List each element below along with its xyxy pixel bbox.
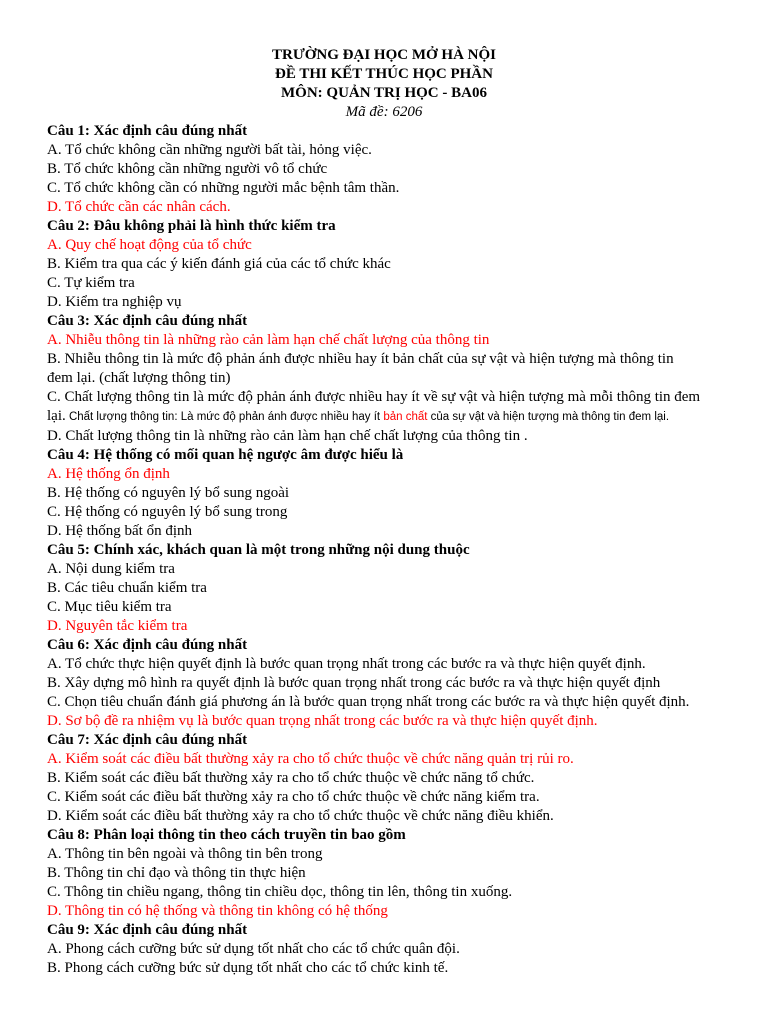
answer-text: đem lại. (chất lượng thông tin) bbox=[47, 370, 231, 386]
answer-text: D. Sơ bộ đề ra nhiệm vụ là bước quan trọng nhất trong các bước ra và thực hiện quyết định. bbox=[47, 713, 598, 729]
answer-option bbox=[47, 274, 727, 293]
answer-text: C. Tổ chức không cần có những người mắc bệnh tâm thần. bbox=[47, 180, 400, 196]
question-block bbox=[47, 636, 727, 731]
question-title: Câu 2: Đâu không phải là hình thức kiểm tra bbox=[47, 218, 336, 234]
answer-option bbox=[47, 255, 727, 274]
correct-answer-option bbox=[47, 465, 727, 484]
exam-code: Mã đề: 6206 bbox=[345, 104, 423, 120]
document-header bbox=[0, 46, 768, 122]
answer-text: C. Hệ thống có nguyên lý bổ sung trong bbox=[47, 504, 288, 520]
answer-option bbox=[47, 693, 727, 712]
answer-text: D. Kiểm tra nghiệp vụ bbox=[47, 294, 182, 310]
correct-answer-option bbox=[47, 750, 727, 769]
answer-option bbox=[47, 674, 727, 693]
answer-text: C. Mục tiêu kiểm tra bbox=[47, 599, 172, 615]
answer-option bbox=[47, 369, 727, 388]
answer-option bbox=[47, 160, 727, 179]
answer-text: A. Hệ thống ổn định bbox=[47, 466, 170, 482]
answer-text: B. Thông tin chỉ đạo và thông tin thực hiện bbox=[47, 865, 306, 881]
answer-option bbox=[47, 350, 727, 369]
answer-text: B. Tổ chức không cần những người vô tổ chức bbox=[47, 161, 328, 177]
question-title: Câu 5: Chính xác, khách quan là một trong những nội dung thuộc bbox=[47, 542, 470, 558]
correct-answer-option bbox=[47, 902, 727, 921]
question-block bbox=[47, 217, 727, 312]
answer-option bbox=[47, 427, 727, 446]
question-block bbox=[47, 921, 727, 978]
question-title: Câu 6: Xác định câu đúng nhất bbox=[47, 637, 248, 653]
answer-text: C. Thông tin chiều ngang, thông tin chiều dọc, thông tin lên, thông tin xuống. bbox=[47, 884, 513, 900]
answer-text: A. Tổ chức không cần những người bất tài, hỏng việc. bbox=[47, 142, 372, 158]
answer-option bbox=[47, 864, 727, 883]
answer-text: D. Thông tin có hệ thống và thông tin không có hệ thống bbox=[47, 903, 388, 919]
question-block bbox=[47, 731, 727, 826]
correct-answer-option bbox=[47, 236, 727, 255]
answer-text: lại. bbox=[47, 408, 66, 424]
subject-title: MÔN: QUẢN TRỊ HỌC - BA06 bbox=[281, 85, 487, 101]
question-title: Câu 4: Hệ thống có mối quan hệ ngược âm được hiểu là bbox=[47, 447, 404, 463]
answer-text: A. Phong cách cưỡng bức sử dụng tốt nhất cho các tổ chức quân đội. bbox=[47, 941, 460, 957]
answer-text: B. Kiểm tra qua các ý kiến đánh giá của các tổ chức khác bbox=[47, 256, 391, 272]
answer-text: D. Hệ thống bất ổn định bbox=[47, 523, 192, 539]
answer-option bbox=[47, 807, 727, 826]
note-text: Chất lượng thông tin: Là mức độ phản ánh được nhiều hay ít bbox=[65, 411, 384, 423]
answer-option bbox=[47, 598, 727, 617]
question-title: Câu 3: Xác định câu đúng nhất bbox=[47, 313, 248, 329]
answer-option bbox=[47, 293, 727, 312]
answer-text: B. Các tiêu chuẩn kiểm tra bbox=[47, 580, 207, 596]
answer-text: B. Nhiễu thông tin là mức độ phản ánh được nhiều hay ít bản chất của sự vật và hiện tượng mà thông tin bbox=[47, 351, 674, 367]
correct-answer-option bbox=[47, 331, 727, 350]
question-block bbox=[47, 122, 727, 217]
answer-option bbox=[47, 503, 727, 522]
answer-text: B. Kiểm soát các điều bất thường xảy ra cho tổ chức thuộc về chức năng tổ chức. bbox=[47, 770, 535, 786]
exam-title: ĐỀ THI KẾT THÚC HỌC PHẦN bbox=[275, 66, 493, 82]
question-block bbox=[47, 826, 727, 921]
answer-option bbox=[47, 655, 727, 674]
question-block bbox=[47, 446, 727, 541]
answer-text: A. Nhiễu thông tin là những rào cản làm hạn chế chất lượng của thông tin bbox=[47, 332, 490, 348]
question-title: Câu 7: Xác định câu đúng nhất bbox=[47, 732, 248, 748]
answer-text: D. Kiểm soát các điều bất thường xảy ra cho tổ chức thuộc về chức năng điều khiển. bbox=[47, 808, 554, 824]
correct-answer-option bbox=[47, 712, 727, 731]
answer-option bbox=[47, 959, 727, 978]
answer-text: A. Kiểm soát các điều bất thường xảy ra cho tổ chức thuộc về chức năng quản trị rủi ro. bbox=[47, 751, 574, 767]
answer-option bbox=[47, 845, 727, 864]
answer-option bbox=[47, 560, 727, 579]
answer-text: D. Tổ chức cần các nhân cách. bbox=[47, 199, 231, 215]
answer-text: B. Phong cách cưỡng bức sử dụng tốt nhất cho các tổ chức kinh tế. bbox=[47, 960, 449, 976]
question-list bbox=[47, 122, 727, 978]
answer-option bbox=[47, 883, 727, 902]
answer-text: C. Chọn tiêu chuẩn đánh giá phương án là bước quan trọng nhất trong các bước ra và thực hiện quyết định. bbox=[47, 694, 690, 710]
answer-option bbox=[47, 388, 727, 407]
answer-text: A. Tổ chức thực hiện quyết định là bước quan trọng nhất trong các bước ra và thực hiện quyết định. bbox=[47, 656, 646, 672]
question-title: Câu 1: Xác định câu đúng nhất bbox=[47, 123, 248, 139]
answer-option bbox=[47, 940, 727, 959]
question-title: Câu 8: Phân loại thông tin theo cách truyền tin bao gồm bbox=[47, 827, 406, 843]
answer-option bbox=[47, 407, 727, 427]
answer-text: D. Nguyên tắc kiểm tra bbox=[47, 618, 188, 634]
answer-text: A. Quy chế hoạt động của tổ chức bbox=[47, 237, 252, 253]
question-block bbox=[47, 312, 727, 446]
answer-option bbox=[47, 141, 727, 160]
correct-answer-option bbox=[47, 198, 727, 217]
answer-text: B. Hệ thống có nguyên lý bổ sung ngoài bbox=[47, 485, 290, 501]
inline-note bbox=[66, 411, 669, 423]
correct-answer-option bbox=[47, 617, 727, 636]
answer-option bbox=[47, 769, 727, 788]
answer-text: B. Xây dựng mô hình ra quyết định là bước quan trọng nhất trong các bước ra và thực hiện quyết định bbox=[47, 675, 661, 691]
answer-text: A. Thông tin bên ngoài và thông tin bên trong bbox=[47, 846, 323, 862]
note-highlight: bản chất bbox=[383, 411, 428, 423]
question-title: Câu 9: Xác định câu đúng nhất bbox=[47, 922, 248, 938]
university-name: TRƯỜNG ĐẠI HỌC MỞ HÀ NỘI bbox=[271, 47, 497, 63]
answer-option bbox=[47, 484, 727, 503]
answer-option bbox=[47, 788, 727, 807]
question-block bbox=[47, 541, 727, 636]
answer-option bbox=[47, 579, 727, 598]
answer-text: C. Chất lượng thông tin là mức độ phản ánh được nhiều hay ít về sự vật và hiện tượng mà mỗi thông tin đem bbox=[47, 389, 701, 405]
answer-text: C. Kiểm soát các điều bất thường xảy ra cho tổ chức thuộc về chức năng kiểm tra. bbox=[47, 789, 540, 805]
answer-option bbox=[47, 522, 727, 541]
answer-text: C. Tự kiểm tra bbox=[47, 275, 135, 291]
note-text: của sự vật và hiện tượng mà thông tin đem lại. bbox=[427, 411, 670, 423]
answer-text: D. Chất lượng thông tin là những rào cản làm hạn chế chất lượng của thông tin . bbox=[47, 428, 528, 444]
answer-option bbox=[47, 179, 727, 198]
answer-text: A. Nội dung kiểm tra bbox=[47, 561, 175, 577]
